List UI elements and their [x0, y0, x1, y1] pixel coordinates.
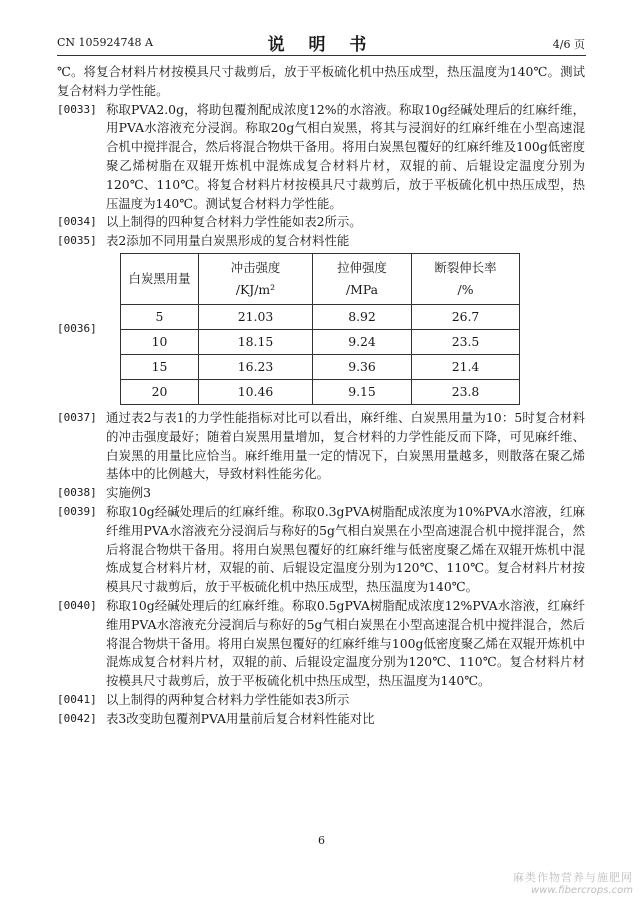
paragraph-number: [0033]: [57, 102, 97, 116]
table-cell: 16.23: [199, 354, 313, 379]
header-divider: [57, 55, 586, 56]
table-cell: 21.4: [412, 354, 520, 379]
header-unit: /KJ/m²: [235, 281, 276, 297]
paragraph-0040: [57, 597, 585, 691]
paragraph-0038: [57, 484, 585, 503]
paragraph-number: [0034]: [57, 215, 97, 229]
paragraph-0041: [57, 691, 585, 710]
paragraph-0039: [57, 503, 585, 597]
table-header-cell: [199, 253, 313, 304]
table-cell: 10.46: [199, 379, 313, 404]
table-cell: 26.7: [412, 304, 520, 329]
paragraph-text: 称取10g经碱处理后的红麻纤维。称取0.5gPVA树脂配成浓度12%PVA水溶液，红麻纤维用PVA水溶液充分浸润后与称好的5g气相白炭黑在小型高速混合机中搅拌混合，然后将混合物烘干备用。将用白炭黑包覆好的红麻纤维与100g低密度聚乙烯在双辊开炼机中混炼成复合材料片材，双辊的前、后辊设定温度分别为120℃、110℃。复合材料片材按模具尺寸裁剪后，放于平板硫化机中热压成型，热压温度为140℃。: [106, 597, 585, 689]
table-row: [121, 304, 520, 329]
paragraph-text: ℃。将复合材料片材按模具尺寸裁剪后，放于平板硫化机中热压成型，热压温度为140℃。测试复合材料力学性能。: [57, 64, 585, 98]
document-title: 说 明 书: [267, 35, 376, 55]
watermark: [513, 869, 633, 896]
data-table-2: [120, 253, 520, 405]
table-cell: 5: [121, 304, 199, 329]
paragraph-0034: [57, 213, 585, 232]
paragraph-text: 以上制得的两种复合材料力学性能如表3所示: [106, 691, 350, 707]
page-number: 6: [318, 834, 325, 847]
page-indicator: 4/6 页: [552, 38, 585, 51]
table-header-row: [121, 253, 520, 304]
header-label: 拉伸强度: [337, 259, 387, 275]
paragraph-0035: [57, 232, 585, 251]
document-body: [57, 63, 585, 729]
table-cell: 15: [121, 354, 199, 379]
table-cell: 23.8: [412, 379, 520, 404]
paragraph-0036: [57, 253, 585, 405]
header-unit: /MPa: [345, 281, 379, 297]
watermark-url: www.fibercrops.com: [531, 885, 633, 896]
header-label: 冲击强度: [230, 259, 281, 275]
watermark-text: 麻类作物营养与施肥网: [513, 871, 633, 884]
paragraph-number: [0037]: [57, 410, 97, 424]
paragraph-text: 以上制得的四种复合材料力学性能如表2所示。: [106, 214, 362, 230]
table-row: [121, 379, 520, 404]
section-heading: 实施例3: [106, 485, 152, 501]
table-caption: 表2添加不同用量白炭黑形成的复合材料性能: [106, 233, 350, 249]
paragraph-number: [0035]: [57, 234, 97, 248]
paragraph-number: [0039]: [57, 504, 97, 518]
paragraph-number: [0038]: [57, 486, 97, 500]
paragraph-continued: [57, 63, 585, 101]
table-caption: 表3改变助包覆剂PVA用量前后复合材料性能对比: [106, 710, 375, 726]
table-header-cell: [412, 253, 520, 304]
table-cell: 9.36: [313, 354, 412, 379]
header-label: 断裂伸长率: [434, 259, 497, 275]
paragraph-text: 称取PVA2.0g，将助包覆剂配成浓度12%的水溶液。称取10g经碱处理后的红麻纤维，用PVA水溶液充分浸润。称取20g气相白炭黑，将其与浸润好的红麻纤维在小型高速混合机中搅拌混合，然后将混合物烘干备用。将用白炭黑包覆好的红麻纤维及100g低密度聚乙烯树脂在双辊开炼机中混炼成复合材料片材，双辊的前、后辊设定温度分别为120℃、110℃。将复合材料片材按模具尺寸裁剪后，放于平板硫化机中热压成型，热压温度为140℃。测试复合材料力学性能。: [106, 101, 585, 211]
table-cell: 20: [121, 379, 199, 404]
table-cell: 8.92: [313, 304, 412, 329]
table-cell: 18.15: [199, 329, 313, 354]
paragraph-number: [0041]: [57, 692, 97, 706]
table-cell: 23.5: [412, 329, 520, 354]
paragraph-text: 通过表2与表1的力学性能指标对比可以看出，麻纤维、白炭黑用量为10：5时复合材料的冲击强度最好；随着白炭黑用量增加，复合材料的力学性能反而下降，可见麻纤维、白炭黑的用量比应恰当。麻纤维用量一定的情况下，白炭黑用量越多，则散落在聚乙烯基体中的比例越大，导致材料性能劣化。: [106, 409, 585, 482]
table-row: [121, 354, 520, 379]
paragraph-0037: [57, 409, 585, 484]
paragraph-0033: [57, 101, 585, 214]
header-label: 白炭黑用量: [128, 270, 191, 286]
table-cell: 9.24: [313, 329, 412, 354]
table-row: [121, 329, 520, 354]
patent-number: CN 105924748 A: [57, 36, 153, 49]
table-header-cell: [121, 253, 199, 304]
paragraph-0042: [57, 710, 585, 729]
table-header-cell: [313, 253, 412, 304]
paragraph-number: [0042]: [57, 711, 97, 725]
header-unit: /%: [457, 281, 474, 297]
table-cell: 10: [121, 329, 199, 354]
table-cell: 21.03: [199, 304, 313, 329]
paragraph-text: 称取10g经碱处理后的红麻纤维。称取0.3gPVA树脂配成浓度为10%PVA水溶液，红麻纤维用PVA水溶液充分浸润后与称好的5g气相白炭黑在小型高速混合机中搅拌混合，然后将混合物烘干备用。将用白炭黑包覆好的红麻纤维与低密度聚乙烯在双辊开炼机中混炼成复合材料片材，双辊的前、后辊设定温度分别为120℃、110℃。复合材料片材按模具尺寸裁剪后，放于平板硫化机中热压成型，热压温度为140℃。: [106, 503, 585, 595]
table-cell: 9.15: [313, 379, 412, 404]
paragraph-number: [0040]: [57, 598, 97, 612]
paragraph-number: [0036]: [57, 321, 97, 335]
